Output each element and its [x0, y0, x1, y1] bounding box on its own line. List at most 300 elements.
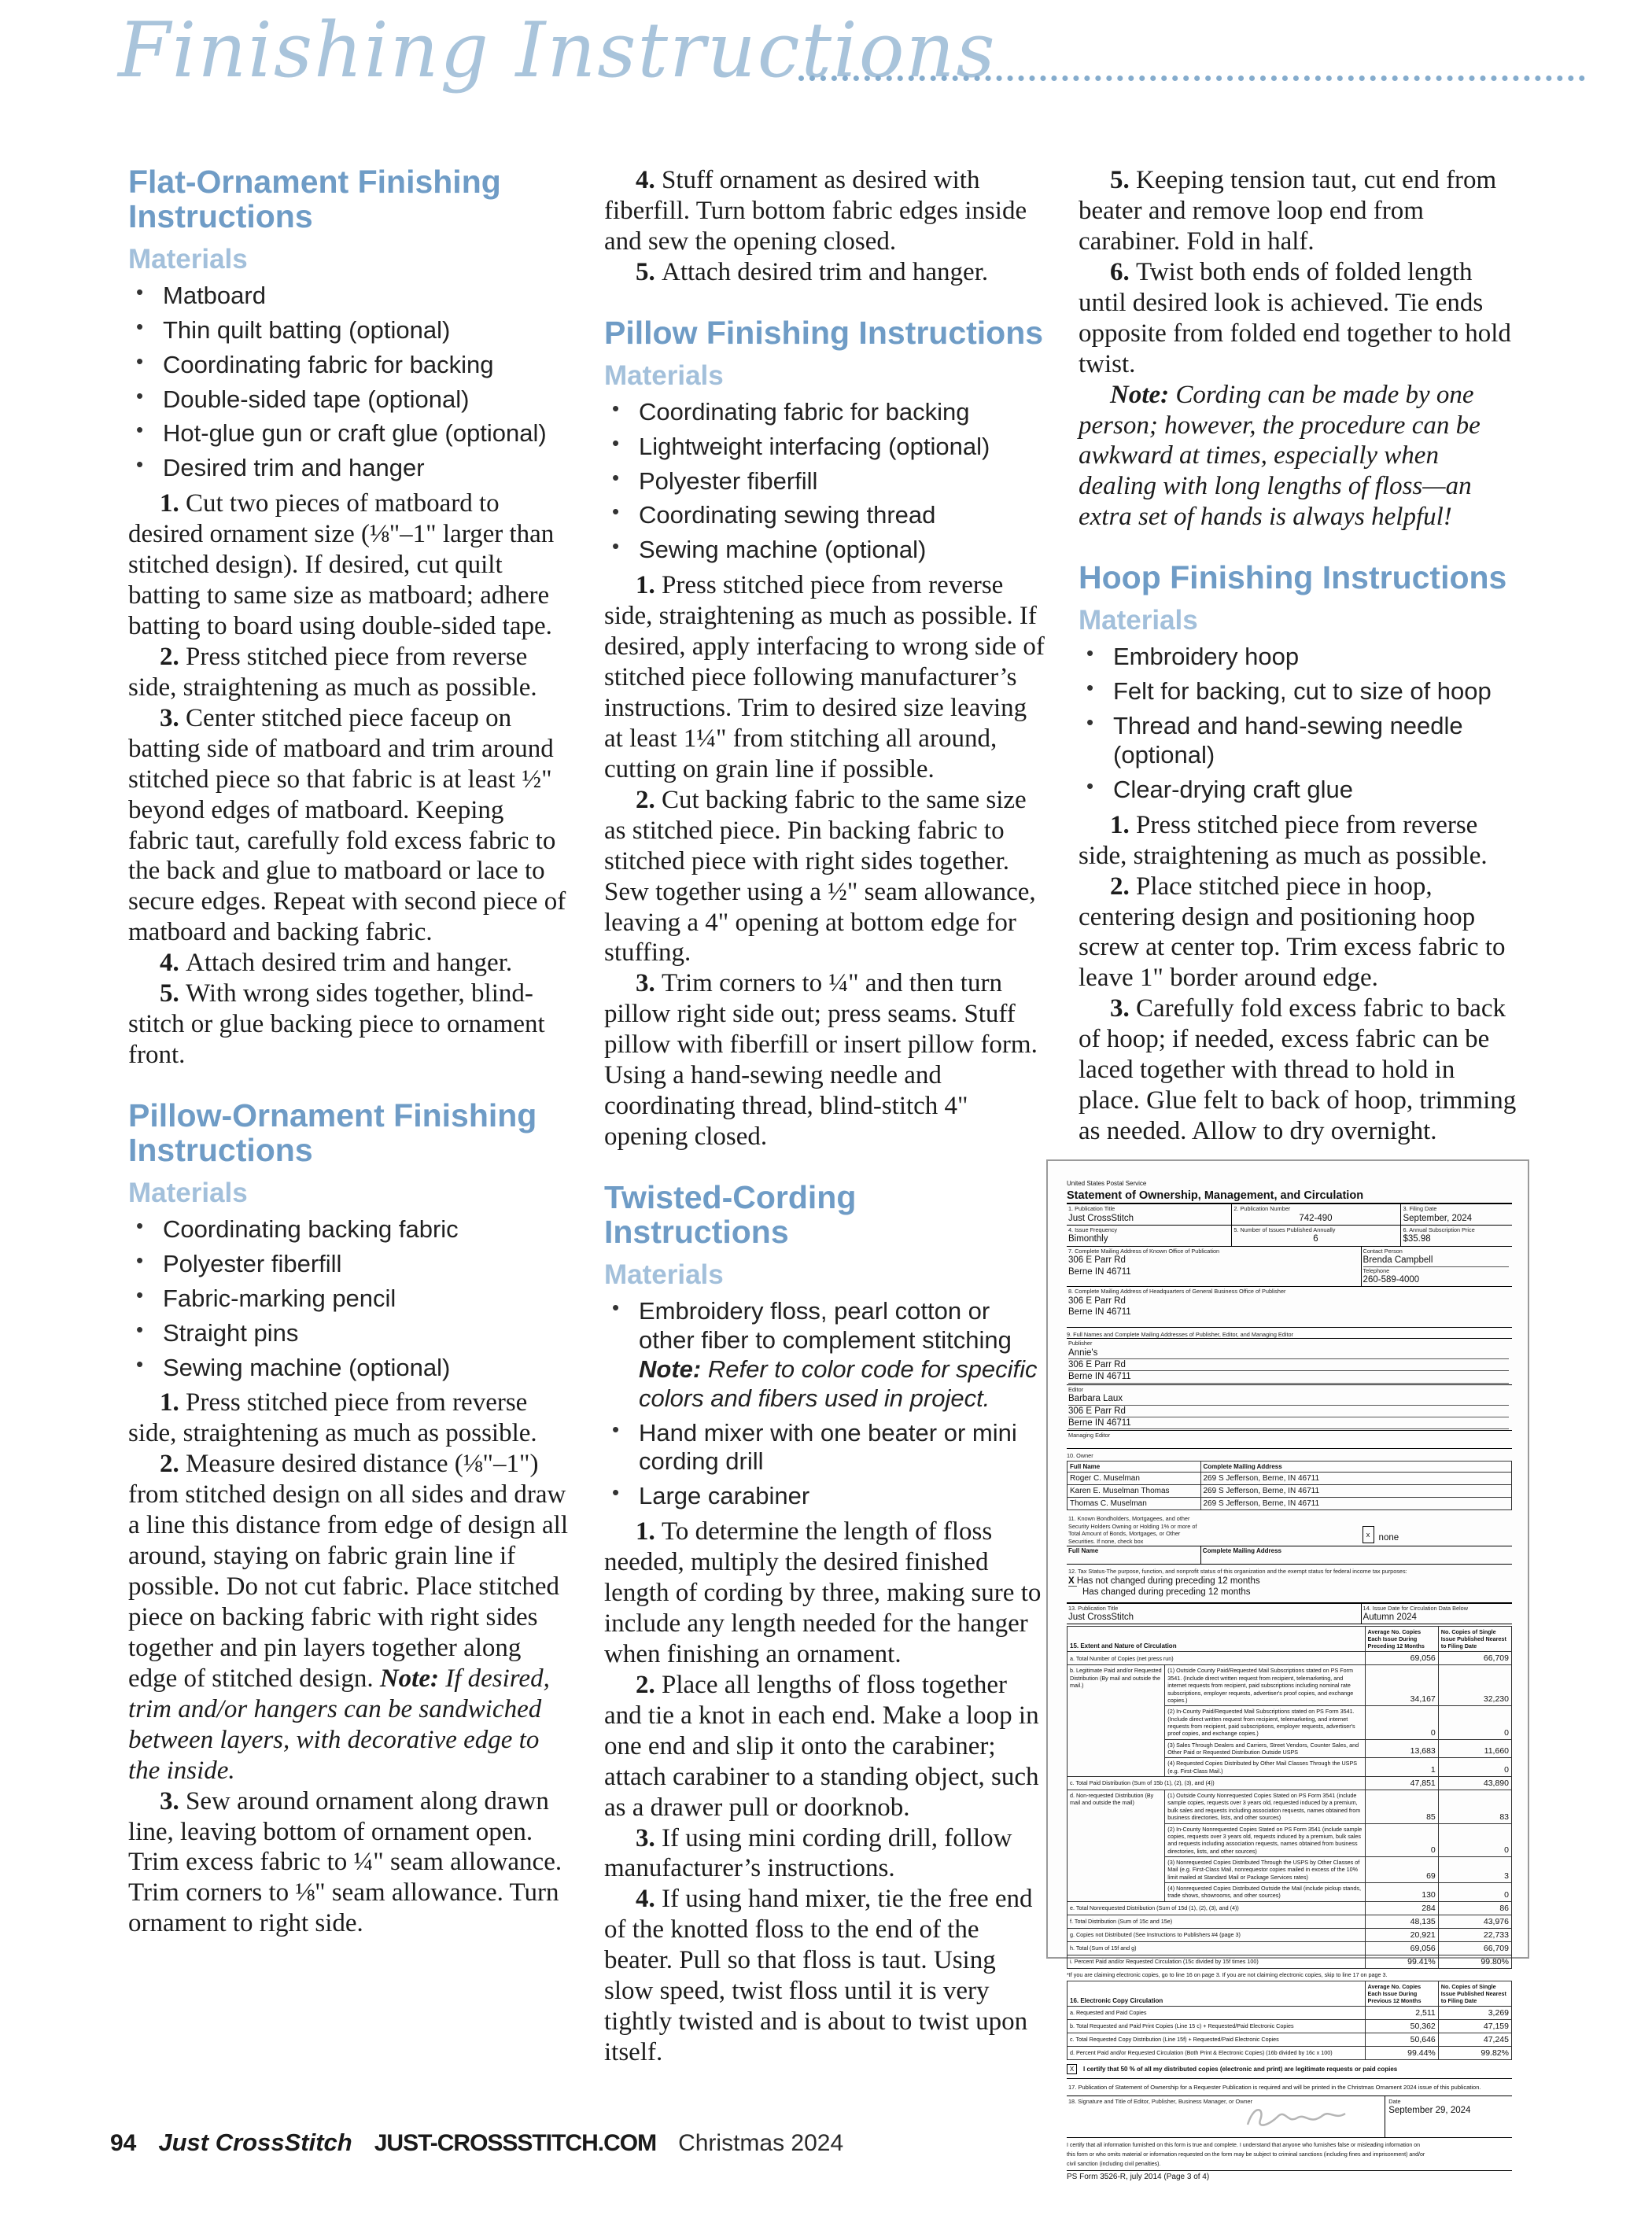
step-paragraph: [128, 1388, 570, 1449]
owner-row: [1068, 1473, 1512, 1485]
circulation-row: [1068, 1955, 1512, 1968]
form-field-value: Berne IN 46711: [1068, 1417, 1509, 1429]
item-17: 17. Publication of Statement of Ownership for a Requester Publication is required and will be printed in the Christmas Ornament 2024 issue of this publication.: [1067, 2078, 1512, 2096]
text-run: Cording can be made by one person; however, the procedure can be awkward at times, especially when dealing with long lengths of floss—an extra set of hands is always helpful!: [1079, 380, 1481, 532]
bullet-icon: •: [136, 314, 144, 338]
pub-issue-row: [1067, 1603, 1512, 1625]
step-paragraph: [604, 1517, 1046, 1670]
materials-item: [604, 398, 1046, 427]
materials-item: [1079, 643, 1521, 672]
form-field-label: 11. Known Bondholders, Mortgagees, and other: [1068, 1515, 1190, 1523]
owner-cell: 269 S Jefferson, Berne, IN 46711: [1200, 1498, 1512, 1510]
bullet-icon: •: [136, 279, 144, 304]
form-field: [1400, 1226, 1512, 1246]
circulation-desc: (2) In-County Nonrequested Copies Stated on PS Form 3541 (include sample copies, requests over 3 years old, requests induced by a premium, bulk sales and requests including association requests, names obtained from business directories, lists, and other sources): [1165, 1823, 1365, 1856]
owner-col-header: Complete Mailing Address: [1200, 1462, 1512, 1473]
ecirc-value-avg: 99.44%: [1365, 2046, 1438, 2059]
checkbox-icon: X: [1067, 2064, 1077, 2074]
materials-item: [604, 1419, 1046, 1477]
text-run: 1.: [160, 489, 186, 518]
form-field: [1231, 1226, 1400, 1246]
legal-line: this form or who omits material or information requested on the form may be subject to criminal sanctions (including fines and imprisonment) and/or: [1067, 2151, 1425, 2158]
circulation-desc: i. Percent Paid and/or Requested Circulation (15c divided by 15f times 100): [1068, 1955, 1366, 1968]
circulation-desc: (2) In-County Paid/Requested Mail Subscriptions stated on PS Form 3541. (Include direct written request from recipient, telemarketing, and internet requests from recipient, paid subscriptions, employer requests, advertiser's proof copies, and exchange copies.): [1165, 1706, 1365, 1739]
owner-cell: Karen E. Muselman Thomas: [1068, 1485, 1201, 1498]
bullet-icon: •: [136, 383, 144, 407]
circulation-value-single: 86: [1438, 1901, 1511, 1915]
ecirc-value-avg: 2,511: [1365, 2006, 1438, 2019]
legal-line: I certify that all information furnished on this form is true and complete. I understand that anyone who furnishes false or misleading information on: [1067, 2142, 1421, 2148]
text-run: 3.: [160, 703, 186, 732]
ecirc-desc: d. Percent Paid and/or Requested Circulation (Both Print & Electronic Copies) (16b divided by 16c x 100): [1068, 2046, 1366, 2059]
section-heading: Flat-Ornament Finishing Instructions: [128, 164, 501, 234]
text-run: 2.: [1110, 872, 1136, 901]
circulation-desc: e. Total Nonrequested Distribution (Sum of 15d (1), (2), (3), and (4)): [1068, 1901, 1366, 1915]
materials-item: [1079, 773, 1521, 805]
text-run: 3.: [1110, 994, 1136, 1023]
step-paragraph: [604, 968, 1046, 1152]
text-run: Large carabiner: [639, 1482, 810, 1510]
circulation-group-label: b. Legitimate Paid and/or Requested Distribution (By mail and outside the mail.): [1068, 1665, 1165, 1777]
form-field-value: Bimonthly: [1068, 1234, 1108, 1244]
circulation-desc: (4) Requested Copies Distributed by Other Mail Classes Through the USPS (e.g. First-Class Mail.): [1165, 1758, 1365, 1777]
materials-item: [604, 430, 1046, 462]
form-field-label: 6. Annual Subscription Price: [1403, 1226, 1475, 1233]
bullet-icon: •: [612, 1417, 620, 1441]
bullet-icon: •: [1086, 773, 1094, 798]
form-field-label: Telephone: [1363, 1266, 1390, 1274]
form-field-label: Total Amount of Bonds, Mortgages, or Other: [1068, 1530, 1181, 1538]
text-run: Desired trim and hanger: [163, 454, 425, 482]
dotted-rule: [798, 76, 1585, 81]
form-field-row: [1067, 1204, 1512, 1226]
materials-item: [604, 467, 1046, 496]
owner-cell: 269 S Jefferson, Berne, IN 46711: [1200, 1473, 1512, 1485]
circulation-value-single: 66,709: [1438, 1941, 1511, 1955]
text-run: 2.: [636, 1670, 662, 1699]
bullet-icon: •: [136, 1214, 144, 1237]
materials-list: [1079, 643, 1521, 804]
text-run: Sew around ornament along drawn line, leaving bottom of ornament open. Trim excess fabric to ¼" seam allowance. Trim corners to ⅛" seam allowance. Turn ornament to right side.: [128, 1786, 562, 1938]
text-run: 5.: [636, 257, 662, 286]
circulation-table: [1067, 1626, 1512, 1968]
text-run: 5.: [160, 979, 186, 1008]
bullet-icon: •: [1086, 710, 1094, 735]
materials-heading: Materials: [128, 1177, 248, 1208]
form-field-label: 8. Complete Mailing Address of Headquarters of General Business Office of Publisher: [1068, 1288, 1286, 1296]
office-address-field: [1067, 1247, 1361, 1287]
materials-item: [128, 385, 570, 415]
ecirc-header: 16. Electronic Copy Circulation: [1068, 1981, 1366, 2006]
step-paragraph: [128, 948, 570, 979]
circulation-desc: (1) Outside County Paid/Requested Mail Subscriptions stated on PS Form 3541. (Include direct written request from recipient, telemarketing, and internet requests from recipient, paid subscriptions including nominal rate subscriptions, employer requests, advertiser's proof copies, and exchange copies.): [1165, 1665, 1365, 1706]
text-run: Straight pins: [163, 1318, 299, 1347]
step-paragraph: [1079, 257, 1521, 380]
step-paragraph: [128, 1786, 570, 1940]
text-run: 2.: [160, 642, 186, 671]
certify-50-line: [1067, 2064, 1512, 2074]
form-field-value: Berne IN 46711: [1068, 1307, 1131, 1318]
circulation-value-avg: 69,056: [1365, 1652, 1438, 1665]
circulation-value-avg: 1: [1365, 1758, 1438, 1777]
circulation-col2-header: No. Copies of Single Issue Published Nearest to Filing Date: [1438, 1627, 1511, 1652]
bullet-icon: •: [612, 1296, 620, 1320]
form-field-label: Contact Person: [1363, 1247, 1403, 1255]
date-field: [1385, 2096, 1512, 2137]
magazine-logo: Just CrossStitch: [158, 2129, 352, 2156]
circulation-value-single: 43,890: [1438, 1777, 1511, 1790]
text-run: Coordinating sewing thread: [639, 501, 936, 529]
circulation-value-avg: 47,851: [1365, 1777, 1438, 1790]
signature-icon: [1241, 2101, 1351, 2132]
bullet-icon: •: [136, 348, 144, 373]
circulation-value-single: 66,709: [1438, 1652, 1511, 1665]
bullet-icon: •: [612, 499, 620, 524]
text-run: Note:: [639, 1355, 702, 1383]
bullet-icon: •: [136, 452, 144, 477]
step-paragraph: [128, 1449, 570, 1786]
materials-list: [128, 1215, 570, 1382]
text-run: 2.: [636, 785, 662, 814]
bullet-icon: •: [612, 465, 620, 489]
bond-col-header: Complete Mailing Address: [1200, 1546, 1512, 1564]
circulation-value-avg: 0: [1365, 1706, 1438, 1739]
materials-item: [604, 536, 1046, 565]
materials-item: [604, 1297, 1046, 1414]
ecirc-value-single: 47,159: [1438, 2019, 1511, 2033]
ecirc-row: [1068, 2046, 1512, 2059]
text-run: Twist both ends of folded length until desired look is achieved. Tie ends opposite from folded end together to hold twist.: [1079, 257, 1511, 378]
ecirc-col1-header: Average No. Copies Each Issue During Previous 12 Months: [1365, 1981, 1438, 2006]
date-value: September 29, 2024: [1388, 2106, 1471, 2116]
person-block: [1067, 1339, 1512, 1385]
ecirc-value-single: 99.82%: [1438, 2046, 1511, 2059]
person-block: [1067, 1431, 1512, 1448]
form-field-value: Just CrossStitch: [1068, 1213, 1134, 1223]
text-run: Attach desired trim and hanger.: [662, 257, 989, 286]
bullet-icon: •: [612, 534, 620, 558]
circulation-value-single: 32,230: [1438, 1665, 1511, 1706]
materials-item: [128, 1250, 570, 1279]
text-run: Cut backing fabric to the same size as stitched piece. Pin backing fabric to stitched piece with right sides together. Sew together using a ½" seam allowance, leaving a 4" opening at bottom edge for stuffing.: [604, 785, 1036, 968]
form-field-value: 306 E Parr Rd: [1068, 1296, 1126, 1306]
materials-item: [128, 1215, 570, 1244]
circulation-value-single: 99.80%: [1438, 1955, 1511, 1968]
text-run: Felt for backing, cut to size of hoop: [1113, 677, 1492, 706]
circulation-desc: g. Copies not Distributed (See Instructions to Publishers #4 (page 3): [1068, 1928, 1366, 1941]
website: JUST-CROSSSTITCH.COM: [374, 2130, 657, 2156]
materials-heading: Materials: [1079, 605, 1198, 636]
circulation-value-avg: 284: [1365, 1901, 1438, 1915]
page-title-script: Finishing Instructions: [118, 6, 997, 94]
materials-item: [128, 1282, 570, 1314]
text-run: 6.: [1110, 257, 1136, 286]
owner-header: 10. Owner: [1067, 1451, 1093, 1459]
circulation-group-label: d. Non-requested Distribution (By mail and outside the mail): [1068, 1790, 1165, 1902]
materials-item: [128, 1319, 570, 1348]
bondholders-label: [1067, 1514, 1361, 1546]
ecirc-col2-header: No. Copies of Single Issue Published Nearest to Filing Date: [1438, 1981, 1511, 2006]
form-field-label: 7. Complete Mailing Address of Known Office of Publication: [1068, 1247, 1220, 1255]
contact-field: [1361, 1247, 1512, 1287]
text-run: 4.: [636, 166, 662, 194]
form-field-label: 1. Publication Title: [1068, 1205, 1115, 1213]
page-footer: [110, 2129, 843, 2157]
checkbox-icon: x: [1363, 1526, 1374, 1543]
bondholders-checkbox: [1361, 1514, 1512, 1546]
text-run: Hot-glue gun or craft glue (optional): [163, 419, 547, 448]
owner-col-header: Full Name: [1068, 1462, 1201, 1473]
text-run: Thread and hand-sewing needle (optional): [1113, 712, 1463, 769]
text-run: Sewing machine (optional): [639, 536, 927, 564]
owner-table: [1067, 1461, 1512, 1510]
form-field-value: 260-589-4000: [1363, 1275, 1420, 1285]
text-run: Keeping tension taut, cut end from beater and remove loop end from carabiner. Fold in half.: [1079, 166, 1497, 256]
text-run: 1.: [636, 1517, 662, 1546]
tax-status: [1067, 1567, 1512, 1598]
person-role-label: Managing Editor: [1068, 1432, 1111, 1439]
hq-address-field: [1067, 1287, 1512, 1318]
person-block: [1067, 1385, 1512, 1432]
circulation-value-single: 0: [1438, 1706, 1511, 1739]
form-field-value: Berne IN 46711: [1068, 1266, 1131, 1277]
text-run: Place stitched piece in hoop, centering design and positioning hoop screw at center top. Trim excess fabric to leave 1" border around edge.: [1079, 872, 1506, 993]
materials-heading: Materials: [604, 359, 724, 391]
circulation-value-single: 0: [1438, 1758, 1511, 1777]
text-run: Coordinating backing fabric: [163, 1215, 459, 1243]
step-paragraph: [1079, 165, 1521, 257]
text-run: Refer to color code for specific colors and fibers used in project.: [639, 1355, 1038, 1412]
step-paragraph: [604, 257, 1046, 288]
text-run: Stuff ornament as desired with fiberfill. Turn bottom fabric edges inside and sew the opening closed.: [604, 166, 1027, 256]
bond-col-header: Full Name: [1068, 1547, 1099, 1555]
certify-text: I certify that 50 % of all my distributed copies (electronic and print) are legitimate requests or paid copies: [1083, 2065, 1398, 2073]
section-heading: Pillow Finishing Instructions: [604, 314, 1044, 351]
step-paragraph: [604, 1670, 1046, 1823]
text-run: Polyester fiberfill: [163, 1249, 342, 1277]
circulation-desc: (3) Sales Through Dealers and Carriers, Street Vendors, Counter Sales, and Other Paid or Requested Distribution Outside USPS: [1165, 1739, 1365, 1758]
owner-cell: Thomas C. Muselman: [1068, 1498, 1201, 1510]
text-run: Cut two pieces of matboard to desired ornament size (⅛"–1" larger than stitched design). If desired, cut quilt batting to same size as matboard; adhere batting to board using double-sided tape.: [128, 489, 555, 640]
bullet-icon: •: [1086, 641, 1094, 665]
ecirc-value-single: 3,269: [1438, 2006, 1511, 2019]
bullet-icon: •: [612, 430, 620, 455]
text-run: Trim corners to ¼" and then turn pillow right side out; press seams. Stuff pillow with fiberfill or insert pillow form. Using a hand-sewing needle and coordinating thread, blind-stitch 4" opening closed.: [604, 969, 1038, 1152]
text-run: Matboard: [163, 281, 266, 309]
form-field-label: 13. Publication Title: [1068, 1604, 1119, 1612]
step-paragraph: [604, 1884, 1046, 2068]
ecirc-desc: c. Total Requested Copy Distribution (Line 15f) + Requested/Paid Electronic Copies: [1068, 2033, 1366, 2046]
text-run: If using mini cording drill, follow manufacturer’s instructions.: [604, 1823, 1012, 1883]
ecirc-desc: a. Requested and Paid Copies: [1068, 2006, 1366, 2019]
text-run: Center stitched piece faceup on batting side of matboard and trim around stitched piece so that fabric is at least ½" beyond edges of matboard. Keeping fabric taut, carefully fold excess fabric to the back and glue to matboard or lace to secure edges. Repeat with second piece of matboard and backing fabric.: [128, 703, 566, 947]
ecirc-row: [1068, 2033, 1512, 2046]
text-run: Press stitched piece from reverse side, straightening as much as possible.: [128, 642, 537, 702]
step-paragraph: [604, 165, 1046, 257]
circulation-value-avg: 69: [1365, 1856, 1438, 1882]
ecirc-desc: b. Total Requested and Paid Print Copies (Line 15 c) + Requested/Paid Electronic Copies: [1068, 2019, 1366, 2033]
form-field-label: Date: [1388, 2097, 1401, 2105]
step-paragraph: [1079, 872, 1521, 994]
form-field: [1400, 1204, 1512, 1225]
form-field-row: [1067, 1247, 1512, 1288]
circulation-row: [1068, 1777, 1512, 1790]
circulation-value-avg: 130: [1365, 1883, 1438, 1902]
bondholders-row: [1067, 1514, 1512, 1546]
text-run: Sewing machine (optional): [163, 1353, 451, 1381]
text-run: 1.: [160, 1388, 186, 1417]
materials-list: [604, 1297, 1046, 1511]
circulation-desc: c. Total Paid Distribution (Sum of 15b (1), (2), (3), and (4)): [1068, 1777, 1366, 1790]
circulation-value-avg: 99.41%: [1365, 1955, 1438, 1968]
text-run: 3.: [636, 969, 662, 998]
circulation-row: [1068, 1928, 1512, 1941]
circulation-desc: a. Total Number of Copies (net press run): [1068, 1652, 1366, 1665]
materials-item: [128, 316, 570, 345]
form-field-value: 306 E Parr Rd: [1068, 1359, 1509, 1371]
ecirc-row: [1068, 2006, 1512, 2019]
text-run: Note:: [1110, 380, 1170, 409]
form-field-label: Securities. If none, check box: [1068, 1537, 1144, 1545]
bullet-icon: •: [136, 1351, 144, 1376]
signature-row: [1067, 2096, 1512, 2138]
circulation-row: [1068, 1901, 1512, 1915]
form-agency: United States Postal Service: [1067, 1180, 1147, 1188]
text-run: Polyester fiberfill: [639, 466, 818, 495]
circulation-value-avg: 34,167: [1365, 1665, 1438, 1706]
text-run: Press stitched piece from reverse side, straightening as much as possible.: [128, 1388, 537, 1448]
text-run: 4.: [160, 949, 186, 978]
circulation-row: [1068, 1665, 1512, 1706]
bullet-icon: •: [136, 1317, 144, 1341]
form-field: [1067, 1226, 1231, 1246]
circulation-value-single: 43,976: [1438, 1915, 1511, 1928]
text-run: If desired, trim and/or hangers can be sandwiched between layers, with decorative edge to the inside.: [128, 1664, 550, 1785]
form-field-value: 306 E Parr Rd: [1068, 1406, 1509, 1417]
step-paragraph: [1079, 810, 1521, 872]
text-run: Carefully fold excess fabric to back of hoop; if needed, excess fabric can be laced together with thread to hold in place. Glue felt to back of hoop, trimming as needed. Allow to dry overnight.: [1079, 994, 1517, 1146]
text-run: Coordinating fabric for backing: [639, 397, 970, 426]
text-run: Fabric-marking pencil: [163, 1284, 396, 1312]
text-run: Attach desired trim and hanger.: [186, 949, 513, 978]
section-heading: Twisted-Cording Instructions: [604, 1179, 857, 1250]
form-field-row: [1067, 1226, 1512, 1247]
bondholders-cols: [1067, 1546, 1512, 1565]
text-run: Press stitched piece from reverse side, straightening as much as possible. If desired, apply interfacing to wrong side of stitched piece following manufacturer’s instructions. Trim to desired size leaving at least 1¼" from stitching all around, cutting on grain line if possible.: [604, 571, 1045, 783]
materials-item: [1079, 677, 1521, 706]
materials-heading: Materials: [128, 243, 248, 275]
circulation-desc: f. Total Distribution (Sum of 15c and 15e): [1068, 1915, 1366, 1928]
text-run: Place all lengths of floss together and tie a knot in each end. Make a loop in one end and slip it onto the carabiner; attach carabiner to a standing object, such as a drawer pull or doorknob.: [604, 1670, 1039, 1822]
form-field-label: 4. Issue Frequency: [1068, 1226, 1118, 1233]
materials-item: [128, 348, 570, 380]
circulation-row: [1068, 1790, 1512, 1823]
circulation-col1-header: Average No. Copies Each Issue During Preceding 12 Months: [1365, 1627, 1438, 1652]
materials-heading: Materials: [604, 1259, 724, 1290]
issue-name: Christmas 2024: [678, 2130, 844, 2156]
electronic-circulation-table: [1067, 1981, 1512, 2060]
tax-check-mark: X: [1068, 1576, 1077, 1586]
circulation-header: 15. Extent and Nature of Circulation: [1068, 1627, 1366, 1652]
form-field-label: Security Holders Owning or Holding 1% or more of: [1068, 1522, 1197, 1530]
text-run: 4.: [636, 1885, 662, 1914]
tax-checked-line: X Has not changed during preceding 12 months: [1068, 1576, 1260, 1586]
form-field-value: 6: [1313, 1234, 1318, 1244]
circulation-value-single: 0: [1438, 1883, 1511, 1902]
circulation-value-single: 0: [1438, 1823, 1511, 1856]
text-run: Coordinating fabric for backing: [163, 350, 494, 378]
form-field: [1231, 1204, 1400, 1225]
form-field-value: $35.98: [1403, 1234, 1431, 1244]
materials-item: [128, 454, 570, 483]
owner-cell: 269 S Jefferson, Berne, IN 46711: [1200, 1485, 1512, 1498]
tax-unchecked-line: Has changed during preceding 12 months: [1082, 1587, 1251, 1598]
text-run: Embroidery floss, pearl cotton or other fiber to complement stitching: [639, 1297, 1012, 1354]
step-paragraph: [604, 1823, 1046, 1885]
bullet-icon: •: [136, 418, 144, 442]
form-title: Statement of Ownership, Management, and Circulation: [1067, 1189, 1512, 1204]
text-run: Double-sided tape (optional): [163, 385, 470, 413]
form-field-label: 12. Tax Status-The purpose, function, and nonprofit status of this organization and the exempt status for federal income tax purposes:: [1068, 1568, 1407, 1576]
text-run: Hand mixer with one beater or mini cording drill: [639, 1418, 1017, 1476]
text-run: 3.: [160, 1786, 186, 1815]
text-run: 5.: [1110, 166, 1136, 194]
text-run: Lightweight interfacing (optional): [639, 432, 990, 460]
circulation-value-avg: 13,683: [1365, 1739, 1438, 1758]
form-field-value: Annie's: [1068, 1347, 1509, 1359]
none-label: none: [1378, 1532, 1399, 1543]
bullet-icon: •: [612, 1480, 620, 1505]
circulation-value-avg: 69,056: [1365, 1941, 1438, 1955]
materials-list: [604, 398, 1046, 565]
column-2: [604, 165, 1046, 2068]
circulation-value-single: 22,733: [1438, 1928, 1511, 1941]
bullet-icon: •: [136, 1282, 144, 1307]
circulation-desc: (3) Nonrequested Copies Distributed Through the USPS by Other Classes of Mail (e.g. First-Class Mail, nonrequestor copies mailed in excess of the 10% limit mailed at Standard Mail or Package Services rates): [1165, 1856, 1365, 1882]
circulation-desc: (4) Nonrequested Copies Distributed Outside the Mail (include pickup stands, trade shows, showrooms, and other sources): [1165, 1883, 1365, 1902]
publication-title-field: [1067, 1604, 1361, 1624]
note-paragraph: [1079, 380, 1521, 533]
text-run: Embroidery hoop: [1113, 643, 1300, 671]
circulation-value-avg: 0: [1365, 1823, 1438, 1856]
circulation-desc: (1) Outside County Nonrequested Copies Stated on PS Form 3541 (include sample copies, requests over 3 years old, requested induced by a premium, bulk sales and requests including association requests, names obtained from business directories, lists, and other sources): [1165, 1790, 1365, 1823]
materials-item: [1079, 712, 1521, 770]
text-run: Note:: [379, 1664, 439, 1693]
circulation-footnote: *If you are claiming electronic copies, go to line 16 on page 3. If you are not claiming electronic copies, skip to line 17 on page 3.: [1067, 1970, 1388, 1978]
step-paragraph: [128, 488, 570, 642]
circulation-value-single: 83: [1438, 1790, 1511, 1823]
materials-item: [128, 419, 570, 448]
form-field-label: 5. Number of Issues Published Annually: [1233, 1226, 1336, 1233]
circulation-value-avg: 85: [1365, 1790, 1438, 1823]
step-paragraph: [604, 570, 1046, 785]
text-run: Clear-drying craft glue: [1113, 775, 1353, 803]
circulation-desc: h. Total (Sum of 15f and g): [1068, 1941, 1366, 1955]
form-field-value: Just CrossStitch: [1068, 1613, 1134, 1623]
form-field-value: September, 2024: [1403, 1213, 1473, 1223]
circulation-value-single: 3: [1438, 1856, 1511, 1882]
materials-item: [128, 1351, 570, 1383]
signature-field: [1067, 2096, 1385, 2137]
names-header: 9. Full Names and Complete Mailing Addresses of Publisher, Editor, and Managing Editor: [1067, 1331, 1512, 1339]
form-field-value: Berne IN 46711: [1068, 1371, 1509, 1383]
text-run: If using hand mixer, tie the free end of the knotted floss to the end of the beater. Pull so that floss is taut. Using slow speed, twist floss until it is very tightly twisted and is about to twist upon itself.: [604, 1885, 1033, 2067]
ps-form-number: PS Form 3526-R, july 2014 (Page 3 of 4): [1067, 2170, 1512, 2181]
ecirc-value-single: 47,245: [1438, 2033, 1511, 2046]
form-field-label: 14. Issue Date for Circulation Data Below: [1363, 1604, 1468, 1612]
circulation-value-avg: 20,921: [1365, 1928, 1438, 1941]
circulation-row: [1068, 1941, 1512, 1955]
